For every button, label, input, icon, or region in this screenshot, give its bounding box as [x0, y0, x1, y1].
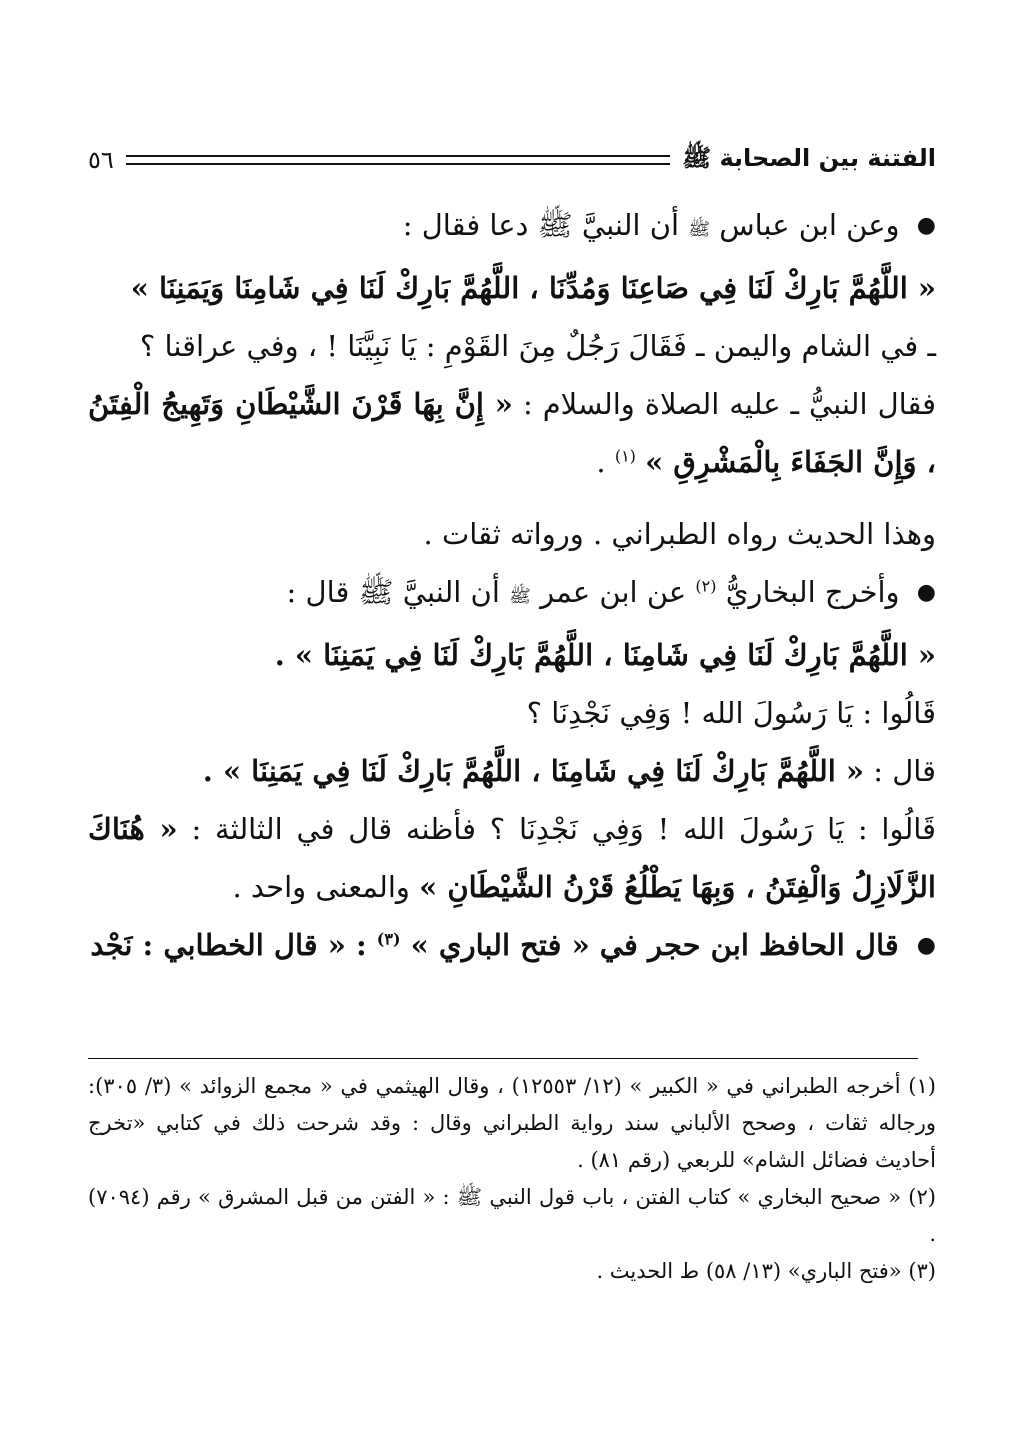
footnote-ref: (٢) [695, 576, 717, 596]
honorific: ﷺ [509, 586, 531, 607]
text: : « قال الخطابي : نَجْد [90, 928, 367, 962]
paragraph-third-time [88, 800, 936, 916]
text: أن النبيَّ ﷺ دعا فقال : [402, 208, 680, 242]
honorific: ﷺ [688, 219, 711, 240]
running-header [88, 140, 936, 180]
body-text [88, 196, 936, 974]
paragraph-ibn-hajar [88, 916, 936, 974]
paragraph-text: وهذا الحديث رواه الطبراني . ورواته ثقات . [423, 517, 936, 551]
text: قال الحافظ ابن حجر في « فتح الباري » [410, 928, 899, 962]
hadith-text: « اللَّهُمَّ بَارِكْ لَنَا فِي صَاعِنَا وَمُدِّنَا ، اللَّهُمَّ بَارِكْ لَنَا فِي شَامِنَا وَيَمَنِنَا » [130, 271, 936, 305]
footnote-ref: (٣) [376, 929, 401, 949]
text: فقال النبيُّ ـ عليه الصلاة والسلام : [522, 387, 937, 421]
footnote-2: (٢) « صحيح البخاري » كتاب الفتن ، باب قول النبي ﷺ : « الفتن من قبل المشرق » رقم (٧٠٩٤) . [88, 1185, 936, 1246]
footnote-ref: (١) [614, 446, 636, 466]
paragraph-bukhari [88, 563, 936, 626]
hadith-text: « هُنَاكَ الزَّلَازِلُ وَالْفِتَنُ ، وَبِهَا يَطْلُعُ قَرْنُ الشَّيْطَانِ » [88, 812, 936, 904]
footnotes [88, 1068, 936, 1290]
header-title: الفتنة بين الصحابة ﷺ [682, 143, 936, 172]
hadith-text: « اللَّهُمَّ بَارِكْ لَنَا فِي شَامِنَا ، اللَّهُمَّ بَارِكْ لَنَا فِي يَمَنِنَا » . [274, 638, 936, 672]
paragraph-text: ـ في الشام واليمن ـ فَقَالَ رَجُلٌ مِنَ القَوْمِ : يَا نَبِيَّنَا ! ، وفي عراقنا ؟ [139, 329, 936, 363]
page-number: ٥٦ [88, 146, 114, 174]
book-page [88, 0, 936, 1450]
paragraph-qal [88, 742, 936, 800]
paragraph-text: قَالُوا : يَا رَسُولَ الله ! وَفِي نَجْدِنَا ؟ [526, 696, 936, 730]
text: وأخرج البخاريُّ [725, 575, 900, 609]
spacer [88, 491, 936, 505]
text: أن النبيَّ ﷺ قال : [286, 575, 500, 609]
header-rule [126, 155, 670, 165]
text: وعن ابن عباس [719, 208, 900, 242]
text: والمعنى واحد . [232, 870, 410, 904]
paragraph-ibn-abbas [88, 196, 936, 259]
text: . [596, 445, 606, 479]
paragraph-prophet-reply [88, 375, 936, 491]
text: قَالُوا : يَا رَسُولَ الله ! وَفِي نَجْدِنَا ؟ فأظنه قال في الثالثة : [191, 812, 936, 846]
footnote-rule [88, 1058, 918, 1059]
text: عن ابن عمر [540, 575, 687, 609]
footnote-3: (٣) «فتح الباري» (١٣/ ٥٨) ط الحديث . [596, 1259, 936, 1283]
hadith-text: « اللَّهُمَّ بَارِكْ لَنَا فِي شَامِنَا ، اللَّهُمَّ بَارِكْ لَنَا فِي يَمَنِنَا » . [202, 754, 865, 788]
footnote-1: (١) أخرجه الطبراني في « الكبير » (١٢/ ١٢٥٥٣) ، وقال الهيثمي في « مجمع الزوائد » (٣/ ٣٠٥): ورجاله ثقات ، وصحح الألباني سند رواية الطبراني وقال : وقد شرحت ذلك في كتابي «تخرج أحاديث فضائل الشام» للربعي (رقم ٨١) . [88, 1074, 936, 1172]
hadith-text: « إِنَّ بِهَا قَرْنَ الشَّيْطَانِ وَتَهِيجُ الْفِتَنُ ، وَإِنَّ الجَفَاءَ بِالْمَشْرِقِ » [88, 387, 936, 479]
text: قال : [873, 754, 936, 788]
